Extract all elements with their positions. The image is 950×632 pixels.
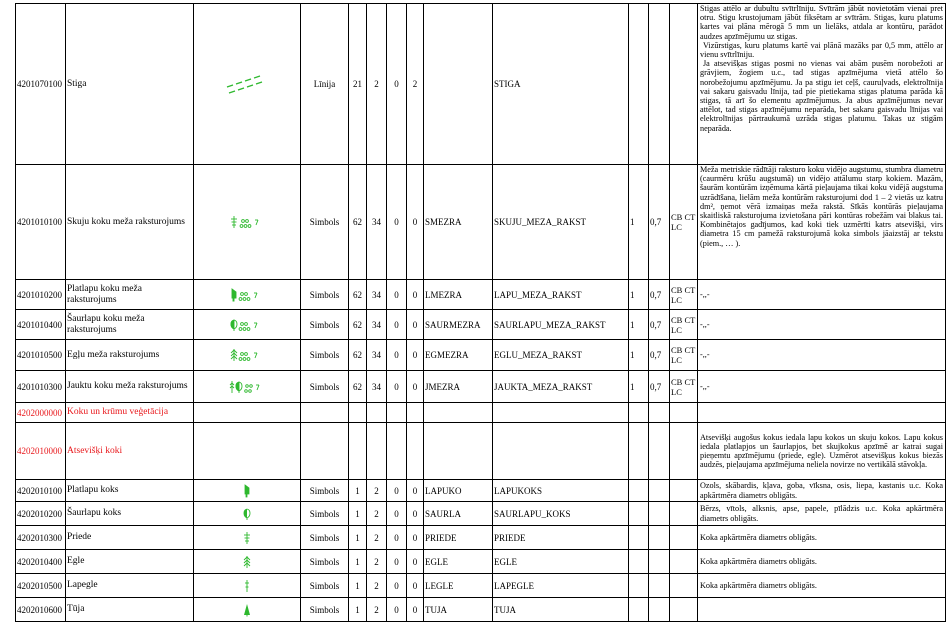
empty-cell xyxy=(194,423,301,480)
geometry-type: Simbols xyxy=(301,340,349,371)
object-name: Skuju koku meža raksturojums xyxy=(66,165,194,280)
anchor-codes: CB CT LC xyxy=(670,280,698,310)
param-4: 0 xyxy=(407,310,424,340)
anchor-codes xyxy=(670,598,698,622)
table-row xyxy=(16,550,946,574)
anchor-codes xyxy=(670,480,698,502)
symbol-catalog-table xyxy=(15,3,946,622)
spruce-tree-icon xyxy=(241,555,253,569)
object-code: 4202010300 xyxy=(16,526,66,550)
object-code: 4201010400 xyxy=(16,310,66,340)
value-2 xyxy=(649,480,670,502)
table-row xyxy=(16,310,946,340)
value-2 xyxy=(649,502,670,526)
param-3: 0 xyxy=(387,550,407,574)
param-1: 1 xyxy=(349,574,367,598)
table-row xyxy=(16,4,946,165)
description: -,,- xyxy=(698,280,946,310)
value-2: 0,7 xyxy=(649,371,670,403)
empty-cell xyxy=(349,403,367,423)
param-3: 0 xyxy=(387,574,407,598)
category-code: 4202010000 xyxy=(16,423,66,480)
param-1: 62 xyxy=(349,371,367,403)
object-code: 4202010100 xyxy=(16,480,66,502)
symbol-cell xyxy=(194,574,301,598)
object-name: Priede xyxy=(66,526,194,550)
feature-name: EGLE xyxy=(493,550,629,574)
param-3: 0 xyxy=(387,280,407,310)
param-3: 0 xyxy=(387,310,407,340)
geometry-type: Simbols xyxy=(301,574,349,598)
value-1 xyxy=(629,598,649,622)
abbreviation: LAPUKO xyxy=(424,480,493,502)
geometry-type: Simbols xyxy=(301,371,349,403)
empty-cell xyxy=(301,423,349,480)
abbreviation: EGMEZRA xyxy=(424,340,493,371)
value-2 xyxy=(649,550,670,574)
param-2: 2 xyxy=(367,480,387,502)
object-code: 4202010600 xyxy=(16,598,66,622)
symbol-cell xyxy=(194,340,301,371)
empty-cell xyxy=(698,403,946,423)
abbreviation: LMEZRA xyxy=(424,280,493,310)
value-1 xyxy=(629,4,649,165)
param-2: 2 xyxy=(367,574,387,598)
empty-cell xyxy=(649,423,670,480)
broadleaf-tree-icon xyxy=(241,484,253,498)
value-2: 0,7 xyxy=(649,165,670,280)
param-3: 0 xyxy=(387,165,407,280)
object-name: Stiga xyxy=(66,4,194,165)
value-1 xyxy=(629,574,649,598)
anchor-codes xyxy=(670,502,698,526)
empty-cell xyxy=(387,403,407,423)
feature-name: SAURLAPU_MEZA_RAKST xyxy=(493,310,629,340)
larch-tree-icon xyxy=(241,579,253,593)
param-2: 2 xyxy=(367,4,387,165)
anchor-codes: CB CT LC xyxy=(670,340,698,371)
description-paragraph: Vizūrstigas, kuru platums kartē vai plānā mazāks par 0,5 mm, attēlo ar vienu svītrlīniju. xyxy=(700,40,943,60)
object-name: Šaurlapu koks xyxy=(66,502,194,526)
value-1: 1 xyxy=(629,310,649,340)
param-1: 1 xyxy=(349,480,367,502)
abbreviation: SMEZRA xyxy=(424,165,493,280)
param-2: 2 xyxy=(367,550,387,574)
empty-cell xyxy=(649,403,670,423)
table-row xyxy=(16,165,946,280)
param-2: 34 xyxy=(367,280,387,310)
object-name: Platlapu koku meža raksturojums xyxy=(66,280,194,310)
symbol-cell xyxy=(194,165,301,280)
description-paragraph: Stigas attēlo ar dubultu svītrlīniju. Svītrām jābūt novietotām vienai pret otru. Stigu krustojumam jābūt fiksētam ar svītrām. Stigas, kuru platums kartes vai plāna mērogā 5 mm un lielāks, atdala ar kontūru, parādot audzes apzīmējumu uz stigas. xyxy=(700,4,943,41)
geometry-type: Simbols xyxy=(301,310,349,340)
description: Koka apkārtmēra diametrs obligāts. xyxy=(698,526,946,550)
object-name: Jauktu koku meža raksturojums xyxy=(66,371,194,403)
value-2 xyxy=(649,598,670,622)
category-code: 4202000000 xyxy=(16,403,66,423)
feature-name: LAPUKOKS xyxy=(493,480,629,502)
feature-name: SKUJU_MEZA_RAKST xyxy=(493,165,629,280)
description xyxy=(698,598,946,622)
symbol-cell xyxy=(194,310,301,340)
empty-cell xyxy=(387,423,407,480)
feature-name: STIGA xyxy=(493,4,629,165)
param-4: 0 xyxy=(407,550,424,574)
description: -,,- xyxy=(698,310,946,340)
param-4: 0 xyxy=(407,502,424,526)
anchor-codes xyxy=(670,526,698,550)
symbol-cell xyxy=(194,550,301,574)
empty-cell xyxy=(367,423,387,480)
param-1: 21 xyxy=(349,4,367,165)
dashed-double-line-icon xyxy=(217,69,277,99)
abbreviation: PRIEDE xyxy=(424,526,493,550)
object-name: Lapegle xyxy=(66,574,194,598)
feature-name: JAUKTA_MEZA_RAKST xyxy=(493,371,629,403)
param-4: 0 xyxy=(407,574,424,598)
empty-cell xyxy=(493,423,629,480)
object-name: Šaurlapu koku meža raksturojums xyxy=(66,310,194,340)
empty-cell xyxy=(407,423,424,480)
param-4: 0 xyxy=(407,340,424,371)
param-3: 0 xyxy=(387,371,407,403)
value-1: 1 xyxy=(629,280,649,310)
table-row xyxy=(16,340,946,371)
param-2: 34 xyxy=(367,340,387,371)
param-1: 62 xyxy=(349,165,367,280)
value-1 xyxy=(629,550,649,574)
param-2: 2 xyxy=(367,598,387,622)
anchor-codes xyxy=(670,4,698,165)
description: Meža metriskie rādītāji raksturo koku vidējo augstumu, stumbra diametru (caurmēru krūšu augstumā) un vidējo attālumu starp kokiem. Mazām, šaurām kontūrām izņēmuma kārtā pieļaujama tikai koku vidējā augstuma uzrādīšana, lielām meža kontūrām raksturojumi dod 1 – 2 vietās uz katru dm², ņemot vērā izmaiņas meža rakstā. Sīkās kontūrās pieļaujama skaitliskā raksturojuma izvietošana pāri kontūras robežām vai blakus tai. Kombinētajos gadījumos, kad koki tiek uzmērīti katrs atsevišķi, virs diametra 15 cm pamežā raksturojumā koka simbols jāaizstāj ar tekstu (piem., … ). xyxy=(698,165,946,280)
object-name: Egļu meža raksturojums xyxy=(66,340,194,371)
object-code: 4201010200 xyxy=(16,280,66,310)
object-code: 4201010500 xyxy=(16,340,66,371)
value-2: 0,7 xyxy=(649,340,670,371)
object-code: 4201070100 xyxy=(16,4,66,165)
value-2 xyxy=(649,574,670,598)
anchor-codes: CB CT LC xyxy=(670,165,698,280)
feature-name: LAPEGLE xyxy=(493,574,629,598)
param-4: 0 xyxy=(407,526,424,550)
value-1: 1 xyxy=(629,340,649,371)
table-row xyxy=(16,423,946,480)
empty-cell xyxy=(367,403,387,423)
description: Koka apkārtmēra diametrs obligāts. xyxy=(698,550,946,574)
geometry-type: Simbols xyxy=(301,550,349,574)
object-name: Tūja xyxy=(66,598,194,622)
param-1: 1 xyxy=(349,550,367,574)
empty-cell xyxy=(670,423,698,480)
table-row xyxy=(16,403,946,423)
symbol-cell xyxy=(194,371,301,403)
symbol-cell xyxy=(194,4,301,165)
table-row xyxy=(16,574,946,598)
param-1: 1 xyxy=(349,502,367,526)
table-row xyxy=(16,371,946,403)
conifer-forest-icon xyxy=(229,215,265,229)
feature-name: LAPU_MEZA_RAKST xyxy=(493,280,629,310)
description xyxy=(698,4,946,165)
narrowleaf-tree-icon xyxy=(241,507,253,521)
category-name: Atsevišķi koki xyxy=(66,423,194,480)
value-2: 0,7 xyxy=(649,310,670,340)
object-code: 4202010500 xyxy=(16,574,66,598)
param-1: 1 xyxy=(349,598,367,622)
anchor-codes: CB CT LC xyxy=(670,371,698,403)
object-code: 4201010100 xyxy=(16,165,66,280)
object-name: Platlapu koks xyxy=(66,480,194,502)
value-1 xyxy=(629,526,649,550)
object-code: 4202010400 xyxy=(16,550,66,574)
geometry-type: Simbols xyxy=(301,165,349,280)
param-4: 0 xyxy=(407,480,424,502)
spruce-forest-icon xyxy=(229,348,265,362)
anchor-codes xyxy=(670,550,698,574)
geometry-type: Simbols xyxy=(301,526,349,550)
param-4: 0 xyxy=(407,280,424,310)
param-2: 2 xyxy=(367,526,387,550)
object-name: Egle xyxy=(66,550,194,574)
object-code: 4202010200 xyxy=(16,502,66,526)
param-3: 0 xyxy=(387,340,407,371)
description: -,,- xyxy=(698,371,946,403)
table-row xyxy=(16,598,946,622)
abbreviation xyxy=(424,4,493,165)
value-2 xyxy=(649,4,670,165)
param-3: 0 xyxy=(387,502,407,526)
broadleaf-forest-icon xyxy=(229,288,265,302)
value-1: 1 xyxy=(629,165,649,280)
symbol-cell xyxy=(194,480,301,502)
description: Ozols, skābardis, kļava, goba, vīksna, osis, liepa, kastanis u.c. Koka apkārtmēra diametrs obligāts. xyxy=(698,480,946,502)
feature-name: EGLU_MEZA_RAKST xyxy=(493,340,629,371)
param-3: 0 xyxy=(387,526,407,550)
symbol-cell xyxy=(194,526,301,550)
abbreviation: LEGLE xyxy=(424,574,493,598)
abbreviation: TUJA xyxy=(424,598,493,622)
param-2: 34 xyxy=(367,371,387,403)
description: Atsevišķi augošus kokus iedala lapu kokos un skuju kokos. Lapu kokus iedala platlapjos un šaurlapjos, bet skujkokus apzīmē ar katrai sugai pieņemtu apzīmējumu (priede, egle). Uzmērot atsevišķus kokus biezās audzēs, pieļaujama apzīmējuma neliela novirze no vertikālā stāvokļa. xyxy=(698,423,946,480)
anchor-codes: CB CT LC xyxy=(670,310,698,340)
thuja-tree-icon xyxy=(241,603,253,617)
abbreviation: SAURLA xyxy=(424,502,493,526)
symbol-cell xyxy=(194,598,301,622)
empty-cell xyxy=(407,403,424,423)
description: Koka apkārtmēra diametrs obligāts. xyxy=(698,574,946,598)
param-3: 0 xyxy=(387,598,407,622)
param-3: 0 xyxy=(387,480,407,502)
empty-cell xyxy=(424,423,493,480)
geometry-type: Simbols xyxy=(301,502,349,526)
empty-cell xyxy=(301,403,349,423)
param-4: 0 xyxy=(407,598,424,622)
description: Bērzs, vītols, alksnis, apse, papele, pīlādzis u.c. Koka apkārtmēra diametrs obligāts. xyxy=(698,502,946,526)
empty-cell xyxy=(424,403,493,423)
param-4: 0 xyxy=(407,165,424,280)
anchor-codes xyxy=(670,574,698,598)
geometry-type: Līnija xyxy=(301,4,349,165)
abbreviation: EGLE xyxy=(424,550,493,574)
mixed-forest-icon xyxy=(229,380,265,394)
feature-name: SAURLAPU_KOKS xyxy=(493,502,629,526)
table-row xyxy=(16,280,946,310)
empty-cell xyxy=(670,403,698,423)
param-1: 62 xyxy=(349,310,367,340)
feature-name: PRIEDE xyxy=(493,526,629,550)
empty-cell xyxy=(349,423,367,480)
param-3: 0 xyxy=(387,4,407,165)
param-1: 62 xyxy=(349,340,367,371)
object-code: 4201010300 xyxy=(16,371,66,403)
value-1 xyxy=(629,502,649,526)
empty-cell xyxy=(629,423,649,480)
category-name: Koku un krūmu veģetācija xyxy=(66,403,194,423)
empty-cell xyxy=(194,403,301,423)
value-1: 1 xyxy=(629,371,649,403)
empty-cell xyxy=(629,403,649,423)
empty-cell xyxy=(493,403,629,423)
param-4: 2 xyxy=(407,4,424,165)
description-paragraph: Ja atsevišķas stigas posmi no vienas vai abām pusēm norobežoti ar grāvjiem, žogiem u.c., tad stigas apzīmējuma vietā attēlo šo norobežojumu apzīmējumu. Ja pa stigu iet ceļš, cauruļvads, elektrolīnija vai sakaru gaisvadu līnija, tad pie pietiekama stigas platuma parāda kā stigas, tā arī šo elementu apzīmējumus. Ja abus apzīmējumus nevar attēlot, tad stigas apzīmējumu neparāda, bet sakaru gaisvadu līnijas vai elektrolīnijas pārtraukumā uzrāda stigas platumu. Takas uz stigām neparāda. xyxy=(700,59,943,133)
param-2: 2 xyxy=(367,502,387,526)
value-2 xyxy=(649,526,670,550)
value-1 xyxy=(629,480,649,502)
abbreviation: SAURMEZRA xyxy=(424,310,493,340)
table-row xyxy=(16,480,946,502)
symbol-cell xyxy=(194,502,301,526)
table-row xyxy=(16,526,946,550)
geometry-type: Simbols xyxy=(301,480,349,502)
feature-name: TUJA xyxy=(493,598,629,622)
abbreviation: JMEZRA xyxy=(424,371,493,403)
value-2: 0,7 xyxy=(649,280,670,310)
table-row xyxy=(16,502,946,526)
description: -,,- xyxy=(698,340,946,371)
param-4: 0 xyxy=(407,371,424,403)
symbol-cell xyxy=(194,280,301,310)
pine-tree-icon xyxy=(241,531,253,545)
param-1: 1 xyxy=(349,526,367,550)
geometry-type: Simbols xyxy=(301,598,349,622)
param-2: 34 xyxy=(367,310,387,340)
geometry-type: Simbols xyxy=(301,280,349,310)
param-2: 34 xyxy=(367,165,387,280)
narrowleaf-forest-icon xyxy=(229,318,265,332)
param-1: 62 xyxy=(349,280,367,310)
